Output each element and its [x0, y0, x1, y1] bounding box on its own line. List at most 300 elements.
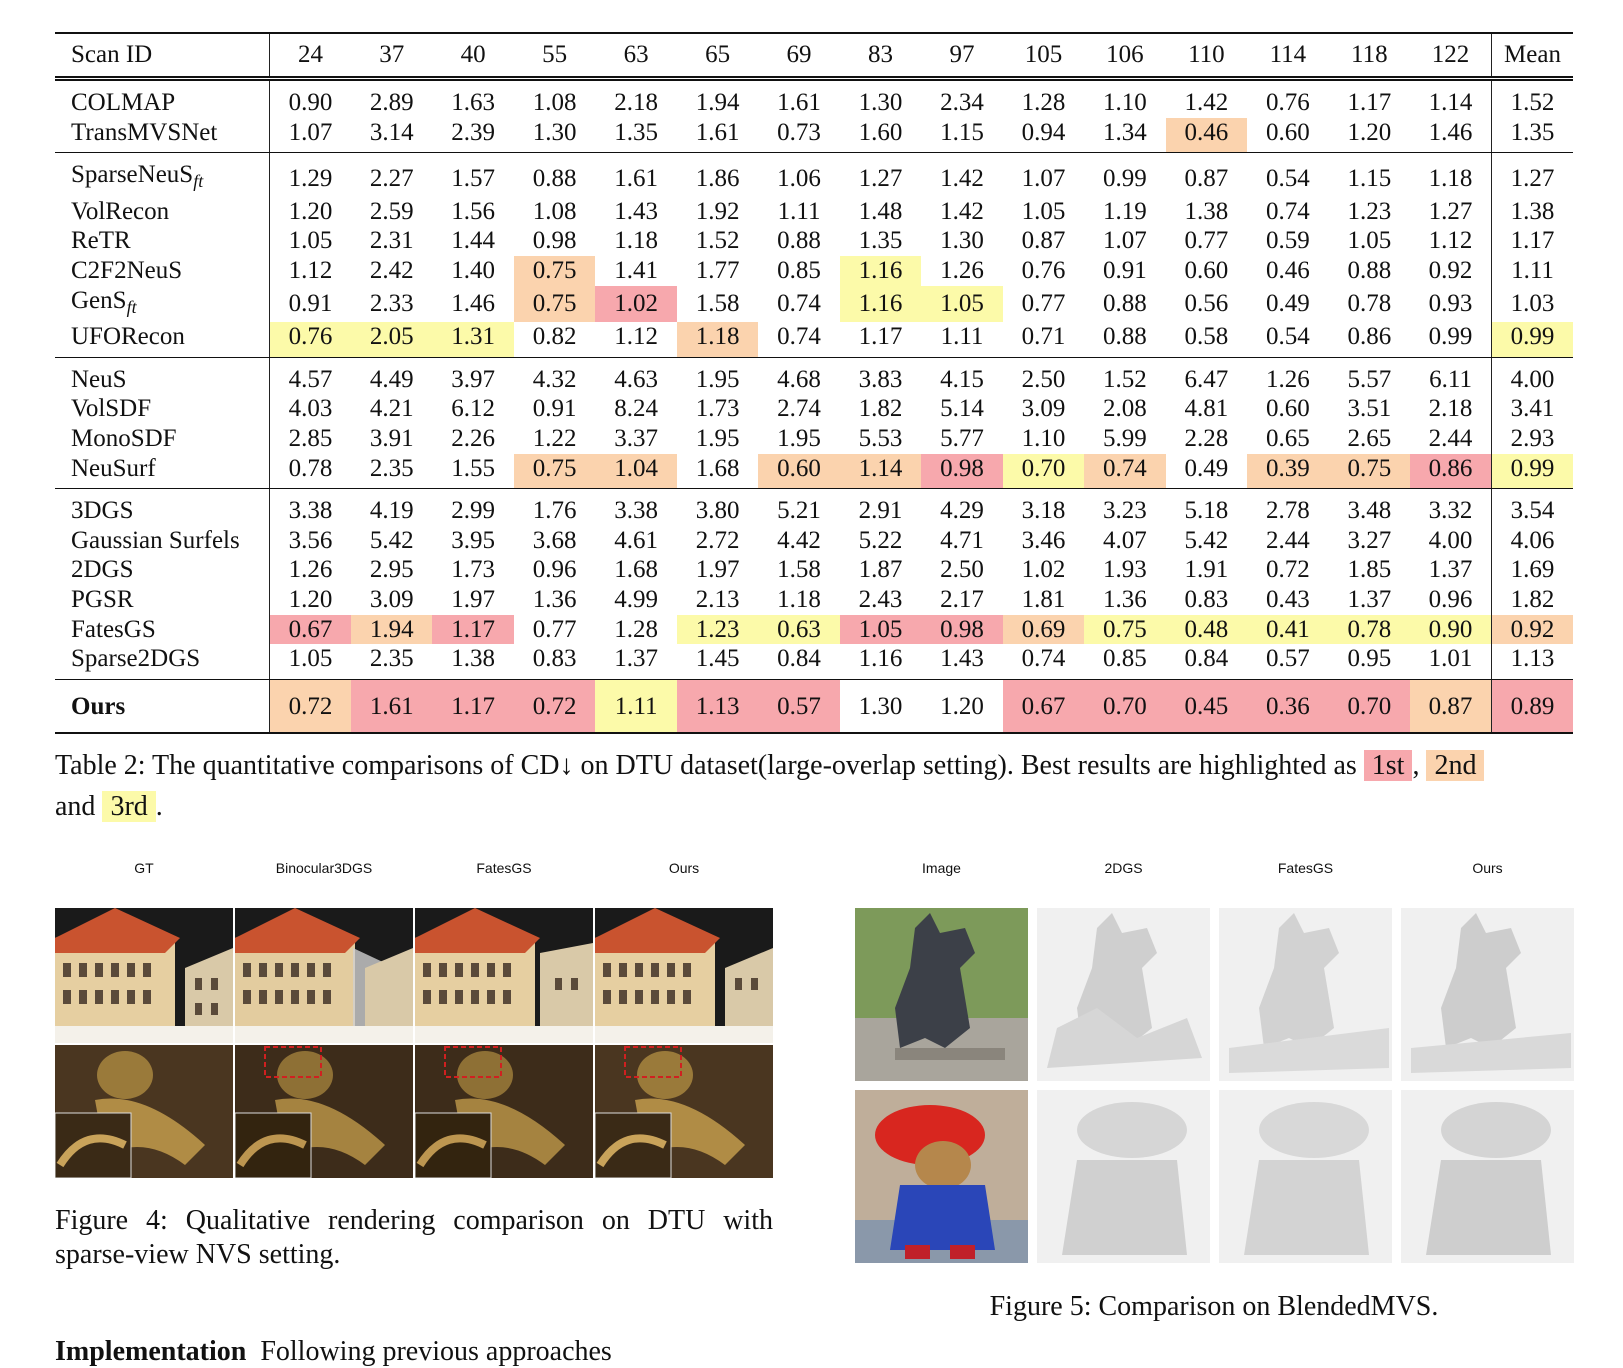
method-name	[55, 555, 270, 585]
value-cell: 1.94	[351, 615, 432, 645]
value-cell: 1.29	[288, 164, 333, 192]
value-cell: 0.36	[1247, 679, 1328, 733]
value-cell: 3.14	[351, 118, 432, 153]
method-name	[55, 394, 270, 424]
value-cell: 1.93	[1103, 556, 1147, 584]
value-cell: 0.98	[921, 454, 1002, 489]
value-cell: 1.81	[1021, 585, 1066, 613]
value-cell: 4.32	[532, 365, 577, 393]
value-cell: 0.78	[1329, 615, 1410, 645]
value-cell: 0.67	[1003, 679, 1084, 733]
value-cell: 1.16	[840, 256, 921, 286]
value-cell: 3.23	[1103, 497, 1147, 525]
header-scan-id: Scan ID	[55, 33, 270, 79]
value-cell: 1.36	[532, 585, 577, 613]
value-cell: 1.26	[288, 556, 333, 584]
value-cell: 0.84	[758, 644, 839, 679]
value-cell: 0.54	[1247, 322, 1328, 357]
value-cell: 5.14	[940, 395, 984, 423]
value-cell: 2.26	[451, 424, 496, 452]
value-cell: 0.87	[1410, 679, 1491, 733]
value-cell: 0.98	[532, 227, 577, 255]
header-mean: Mean	[1492, 33, 1573, 79]
value-cell: 0.86	[1329, 322, 1410, 357]
method-label: Sparse2DGS	[71, 645, 201, 673]
value-cell: 2.65	[1347, 424, 1392, 452]
table-body	[55, 79, 1573, 733]
method-label: COLMAP	[71, 89, 176, 116]
value-cell: 5.18	[1184, 497, 1229, 525]
table-row	[55, 585, 1573, 615]
value-cell: 1.18	[614, 227, 658, 255]
value-cell: 1.12	[1428, 227, 1473, 255]
figure4-caption: Figure 4: Qualitative rendering comparison on DTU with sparse-view NVS setting.	[55, 1205, 773, 1270]
value-cell: 1.52	[695, 227, 740, 255]
value-cell: 1.07	[1021, 164, 1066, 192]
value-cell: 1.76	[532, 497, 577, 525]
fig4-ours-building-image	[595, 908, 773, 1043]
mean-cell: 2.93	[1492, 424, 1573, 454]
mean-cell: 1.38	[1492, 197, 1573, 227]
value-cell: 2.50	[940, 556, 984, 584]
value-cell: 1.68	[614, 556, 658, 584]
method-subscript: ft	[193, 171, 204, 192]
value-cell: 0.46	[1265, 256, 1310, 284]
value-cell: 2.35	[351, 454, 432, 489]
value-cell: 2.43	[858, 585, 903, 613]
value-cell: 3.80	[695, 497, 740, 525]
value-cell: 3.09	[369, 585, 414, 613]
value-cell: 4.03	[288, 395, 333, 423]
value-cell: 1.61	[351, 679, 432, 733]
value-cell: 1.12	[595, 322, 676, 357]
header-scan-37: 37	[351, 33, 432, 79]
value-cell: 1.27	[1428, 197, 1473, 225]
value-cell: 0.90	[288, 89, 333, 116]
value-cell: 1.48	[858, 197, 903, 225]
value-cell: 2.91	[858, 497, 903, 525]
header-scan-114: 114	[1247, 33, 1328, 79]
legend-first-chip: 1st	[1364, 750, 1413, 781]
value-cell: 0.88	[1103, 290, 1147, 318]
value-cell: 4.99	[614, 585, 658, 613]
value-cell: 0.98	[921, 615, 1002, 645]
value-cell: 0.91	[532, 395, 577, 423]
method-label: FatesGS	[71, 615, 156, 643]
mean-cell: 1.17	[1492, 226, 1573, 256]
mean-cell: 1.27	[1492, 153, 1573, 197]
method-label: VolSDF	[71, 395, 152, 423]
table-row	[55, 286, 1573, 323]
value-cell: 1.73	[451, 556, 496, 584]
fig5-bear-2dgs-mesh	[1037, 1090, 1210, 1263]
table-row	[55, 644, 1573, 679]
mean-cell: 0.92	[1492, 615, 1573, 645]
value-cell: 1.46	[1410, 118, 1491, 153]
value-cell: 3.95	[451, 526, 496, 554]
value-cell: 3.09	[1021, 395, 1066, 423]
value-cell: 1.82	[858, 395, 903, 423]
value-cell: 1.42	[1184, 89, 1229, 116]
value-cell: 1.52	[1103, 365, 1147, 393]
method-label: MonoSDF	[71, 424, 177, 452]
method-name	[55, 489, 270, 526]
value-cell: 0.46	[1166, 118, 1247, 153]
mean-cell: 3.54	[1492, 489, 1573, 526]
fig4-gt-building-image	[55, 908, 233, 1043]
value-cell: 4.61	[614, 526, 658, 554]
value-cell: 4.49	[369, 365, 414, 393]
value-cell: 3.83	[858, 365, 903, 393]
value-cell: 1.45	[677, 644, 758, 679]
value-cell: 1.35	[595, 118, 676, 153]
value-cell: 1.22	[532, 424, 577, 452]
method-label: ReTR	[71, 227, 131, 255]
value-cell: 0.57	[758, 679, 839, 733]
method-name	[55, 357, 270, 394]
fig5-title-fatesgs: FatesGS	[1277, 860, 1334, 876]
value-cell: 1.05	[270, 644, 351, 679]
fig4-fatesgs-building-image	[415, 908, 593, 1043]
value-cell: 3.56	[288, 526, 333, 554]
value-cell: 2.42	[369, 256, 414, 284]
value-cell: 0.91	[288, 290, 333, 318]
value-cell: 0.71	[1003, 322, 1084, 357]
value-cell: 1.11	[921, 322, 1002, 357]
value-cell: 0.74	[1003, 644, 1084, 679]
method-name	[55, 197, 270, 227]
value-cell: 1.34	[1084, 118, 1165, 153]
value-cell: 1.05	[1347, 227, 1392, 255]
header-scan-55: 55	[514, 33, 595, 79]
mean-cell: 1.11	[1492, 256, 1573, 286]
value-cell: 1.05	[1021, 197, 1066, 225]
fig4-title-ours: Ours	[668, 860, 700, 876]
value-cell: 0.58	[1166, 322, 1247, 357]
value-cell: 3.97	[451, 365, 496, 393]
mean-cell: 1.69	[1492, 555, 1573, 585]
value-cell: 2.18	[614, 89, 658, 116]
value-cell: 0.49	[1265, 290, 1310, 318]
value-cell: 0.95	[1329, 644, 1410, 679]
fig4-title-binocular3dgs: Binocular3DGS	[275, 860, 373, 876]
value-cell: 1.08	[532, 89, 577, 116]
value-cell: 1.46	[451, 290, 496, 318]
value-cell: 0.67	[270, 615, 351, 645]
value-cell: 4.57	[288, 365, 333, 393]
value-cell: 0.60	[758, 454, 839, 489]
value-cell: 0.76	[1021, 256, 1066, 284]
value-cell: 0.83	[514, 644, 595, 679]
value-cell: 1.01	[1410, 644, 1491, 679]
value-cell: 3.38	[288, 497, 333, 525]
header-scan-69: 69	[758, 33, 839, 79]
value-cell: 1.37	[1347, 585, 1392, 613]
value-cell: 6.47	[1184, 365, 1229, 393]
value-cell: 2.44	[1265, 526, 1310, 554]
header-scan-24: 24	[270, 33, 351, 79]
value-cell: 0.91	[1103, 256, 1147, 284]
method-name	[55, 286, 270, 323]
value-cell: 1.17	[1347, 89, 1392, 116]
value-cell: 5.42	[369, 526, 414, 554]
legend-comma: ,	[1412, 750, 1420, 781]
value-cell: 5.99	[1103, 424, 1147, 452]
value-cell: 0.90	[1410, 615, 1491, 645]
value-cell: 1.18	[1428, 164, 1473, 192]
method-name	[55, 615, 270, 645]
method-name	[55, 679, 270, 733]
value-cell: 3.18	[1021, 497, 1066, 525]
legend-and: and	[55, 791, 96, 822]
value-cell: 0.48	[1166, 615, 1247, 645]
value-cell: 1.20	[1329, 118, 1410, 153]
table-row	[55, 526, 1573, 556]
value-cell: 2.85	[288, 424, 333, 452]
mean-cell: 4.00	[1492, 357, 1573, 394]
value-cell: 0.84	[1166, 644, 1247, 679]
method-name	[55, 644, 270, 679]
value-cell: 3.46	[1021, 526, 1066, 554]
value-cell: 1.61	[677, 118, 758, 153]
fig5-bear-photo	[855, 1090, 1028, 1263]
value-cell: 0.70	[1329, 679, 1410, 733]
value-cell: 0.63	[758, 615, 839, 645]
fig5-title-2dgs: 2DGS	[1104, 860, 1143, 876]
value-cell: 1.18	[677, 322, 758, 357]
table-row	[55, 424, 1573, 454]
value-cell: 2.95	[369, 556, 414, 584]
value-cell: 0.94	[1003, 118, 1084, 153]
fig4-gt-statue-image	[55, 1045, 233, 1178]
value-cell: 1.97	[695, 556, 740, 584]
value-cell: 2.50	[1021, 365, 1066, 393]
method-name	[55, 226, 270, 256]
fig4-ours-statue-image	[595, 1045, 773, 1178]
value-cell: 4.81	[1184, 395, 1229, 423]
method-name	[55, 322, 270, 357]
value-cell: 0.60	[1184, 256, 1229, 284]
value-cell: 1.16	[840, 286, 921, 323]
value-cell: 1.20	[288, 197, 333, 225]
table-row	[55, 454, 1573, 489]
value-cell: 0.56	[1184, 290, 1229, 318]
value-cell: 1.86	[695, 164, 740, 192]
value-cell: 0.45	[1166, 679, 1247, 733]
value-cell: 2.34	[940, 89, 984, 116]
header-scan-118: 118	[1329, 33, 1410, 79]
value-cell: 4.42	[777, 526, 821, 554]
value-cell: 1.07	[270, 118, 351, 153]
value-cell: 1.95	[695, 424, 740, 452]
value-cell: 1.02	[595, 286, 676, 323]
value-cell: 1.23	[1347, 197, 1392, 225]
mean-cell: 0.99	[1492, 454, 1573, 489]
method-label: GenS	[71, 286, 127, 314]
value-cell: 1.35	[858, 227, 903, 255]
value-cell: 1.55	[432, 454, 513, 489]
mean-cell: 3.41	[1492, 394, 1573, 424]
value-cell: 1.92	[695, 197, 740, 225]
value-cell: 1.14	[840, 454, 921, 489]
method-label: UFORecon	[71, 323, 185, 351]
value-cell: 0.88	[777, 227, 821, 255]
value-cell: 1.85	[1347, 556, 1392, 584]
value-cell: 1.08	[532, 197, 577, 225]
value-cell: 0.75	[514, 256, 595, 286]
value-cell: 0.49	[1166, 454, 1247, 489]
value-cell: 0.77	[532, 615, 577, 643]
value-cell: 0.93	[1428, 290, 1473, 318]
value-cell: 1.07	[1103, 227, 1147, 255]
value-cell: 0.39	[1247, 454, 1328, 489]
value-cell: 1.15	[1347, 164, 1392, 192]
value-cell: 1.63	[451, 89, 496, 116]
header-scan-122: 122	[1410, 33, 1491, 79]
fig5-bear-fatesgs-mesh	[1219, 1090, 1392, 1263]
table-row	[55, 555, 1573, 585]
value-cell: 4.00	[1428, 526, 1473, 554]
value-cell: 2.72	[695, 526, 740, 554]
value-cell: 1.02	[1021, 556, 1066, 584]
value-cell: 1.95	[695, 365, 740, 393]
value-cell: 2.05	[351, 322, 432, 357]
value-cell: 1.97	[451, 585, 496, 613]
table-caption	[55, 745, 1575, 827]
mean-cell: 1.82	[1492, 585, 1573, 615]
method-label: TransMVSNet	[71, 118, 218, 146]
value-cell: 2.08	[1103, 395, 1147, 423]
value-cell: 1.04	[595, 454, 676, 489]
value-cell: 0.86	[1410, 454, 1491, 489]
value-cell: 6.12	[451, 395, 496, 423]
value-cell: 0.78	[270, 454, 351, 489]
method-label: SparseNeuS	[71, 161, 194, 189]
table-header-row	[55, 33, 1573, 79]
value-cell: 2.13	[695, 585, 740, 613]
implementation-paragraph-start	[55, 1336, 612, 1368]
value-cell: 5.42	[1184, 526, 1229, 554]
implementation-heading: Implementation	[55, 1336, 247, 1367]
method-label: Gaussian Surfels	[71, 526, 240, 554]
method-name	[55, 585, 270, 615]
method-name	[55, 454, 270, 489]
value-cell: 2.18	[1428, 395, 1473, 423]
fig4-binocular3dgs-building-image	[235, 908, 413, 1043]
value-cell: 1.28	[1021, 89, 1066, 116]
legend-second-chip: 2nd	[1426, 750, 1484, 781]
value-cell: 1.05	[840, 615, 921, 645]
value-cell: 0.43	[1265, 585, 1310, 613]
value-cell: 2.28	[1184, 424, 1229, 452]
value-cell: 1.87	[858, 556, 903, 584]
value-cell: 0.74	[777, 290, 821, 318]
value-cell: 4.71	[940, 526, 984, 554]
method-label: NeuSurf	[71, 454, 156, 482]
value-cell: 0.99	[1410, 322, 1491, 357]
value-cell: 1.05	[288, 227, 333, 255]
value-cell: 3.68	[532, 526, 577, 554]
value-cell: 0.65	[1265, 424, 1310, 452]
value-cell: 1.30	[514, 118, 595, 153]
table-row	[55, 489, 1573, 526]
header-scan-83: 83	[840, 33, 921, 79]
value-cell: 1.36	[1103, 585, 1147, 613]
value-cell: 1.91	[1184, 556, 1229, 584]
value-cell: 2.44	[1428, 424, 1473, 452]
value-cell: 0.88	[1347, 256, 1392, 284]
value-cell: 0.99	[1103, 164, 1147, 192]
results-table	[55, 32, 1573, 734]
value-cell: 0.60	[1247, 118, 1328, 153]
value-cell: 1.42	[940, 197, 984, 225]
value-cell: 4.07	[1103, 526, 1147, 554]
value-cell: 0.96	[1428, 585, 1473, 613]
value-cell: 1.28	[614, 615, 658, 643]
value-cell: 1.23	[677, 615, 758, 645]
value-cell: 1.43	[921, 644, 1002, 679]
header-scan-110: 110	[1166, 33, 1247, 79]
value-cell: 0.75	[514, 454, 595, 489]
value-cell: 4.19	[369, 497, 414, 525]
table-row	[55, 394, 1573, 424]
value-cell: 1.10	[1021, 424, 1066, 452]
method-label: PGSR	[71, 585, 134, 613]
value-cell: 2.39	[432, 118, 513, 153]
value-cell: 0.74	[1265, 197, 1310, 225]
fig5-wolf-ours-mesh	[1401, 908, 1574, 1081]
value-cell: 1.57	[451, 164, 496, 192]
value-cell: 1.60	[840, 118, 921, 153]
value-cell: 2.27	[369, 164, 414, 192]
value-cell: 2.17	[940, 585, 984, 613]
table-row	[55, 153, 1573, 197]
value-cell: 3.32	[1428, 497, 1473, 525]
value-cell: 2.35	[351, 644, 432, 679]
method-subscript: ft	[126, 296, 137, 317]
value-cell: 1.30	[858, 89, 903, 116]
method-name	[55, 424, 270, 454]
value-cell: 3.91	[369, 424, 414, 452]
value-cell: 0.96	[532, 556, 577, 584]
value-cell: 1.38	[1184, 197, 1229, 225]
value-cell: 0.76	[270, 322, 351, 357]
value-cell: 0.85	[1084, 644, 1165, 679]
header-scan-97: 97	[921, 33, 1002, 79]
mean-cell: 1.52	[1492, 79, 1573, 118]
value-cell: 2.89	[369, 89, 414, 116]
value-cell: 0.75	[1329, 454, 1410, 489]
value-cell: 1.27	[858, 164, 903, 192]
value-cell: 1.37	[1428, 556, 1473, 584]
value-cell: 1.56	[451, 197, 496, 225]
implementation-text: Following previous approaches	[260, 1336, 612, 1367]
value-cell: 0.60	[1265, 395, 1310, 423]
value-cell: 1.94	[695, 89, 740, 116]
value-cell: 1.26	[1265, 365, 1310, 393]
value-cell: 2.99	[451, 497, 496, 525]
fig5-title-ours: Ours	[1472, 860, 1503, 876]
value-cell: 0.78	[1347, 290, 1392, 318]
method-label: NeuS	[71, 365, 127, 393]
value-cell: 1.12	[288, 256, 333, 284]
value-cell: 0.75	[514, 286, 595, 323]
value-cell: 0.92	[1428, 256, 1473, 284]
fig5-wolf-photo	[855, 908, 1028, 1081]
table-row	[55, 226, 1573, 256]
value-cell: 1.30	[840, 679, 921, 733]
value-cell: 1.61	[614, 164, 658, 192]
